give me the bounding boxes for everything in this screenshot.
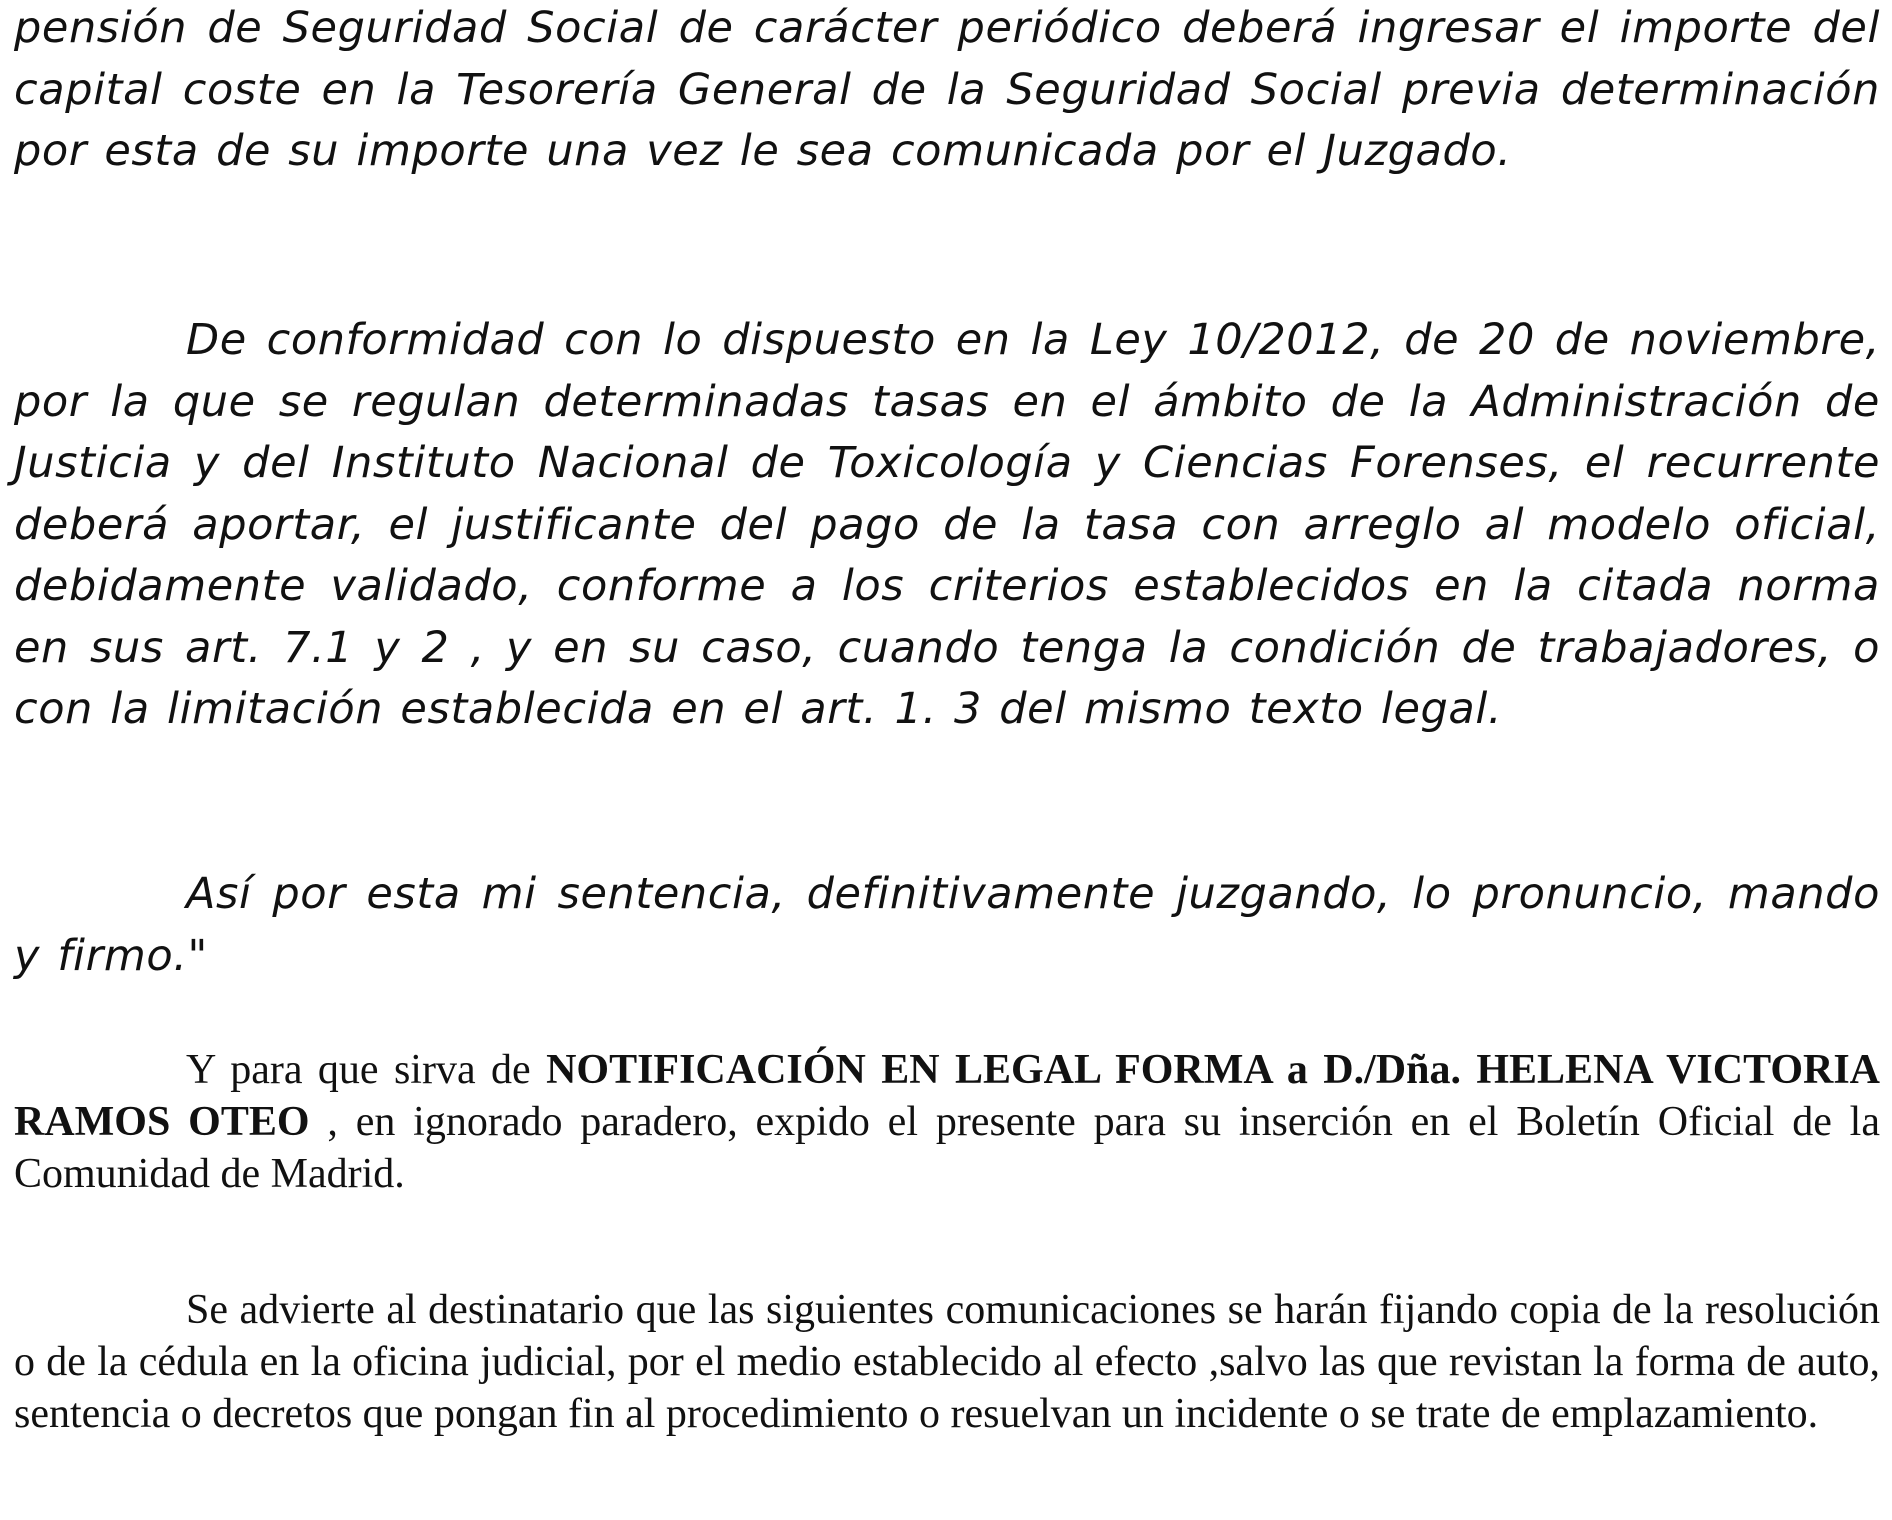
notificacion-rest-text: , en ignorado paradero, expido el presente para su inserción en el Boletín Oficial de la Comunidad de Madrid. — [14, 1099, 1880, 1197]
paragraph-pension-capital-coste: pensión de Seguridad Social de carácter periódico deberá ingresar el importe del capital coste en la Tesorería General de la Seguridad Social previa determinación por esta de su importe una vez le sea comunicada por el Juzgado. — [14, 3, 1880, 176]
notificacion-lead-text: Y para que sirva de — [186, 1047, 547, 1093]
paragraph-ley-tasas: De conformidad con lo dispuesto en la Ley 10/2012, de 20 de noviembre, por la que se regulan determinadas tasas en el ámbito de la Administración de Justicia y del Instituto Nacional de Toxicología y Ciencias Forenses, el recurrente deberá aportar, el justificante del pago de la tasa con arreglo al modelo oficial, debidamente validado, conforme a los criterios establecidos en la citada norma en sus art. 7.1 y 2 , y en su caso, cuando tenga la condición de trabajadores, o con la limitación establecida en el art. 1. 3 del mismo texto legal. — [14, 315, 1880, 734]
paragraph-advertencia: Se advierte al destinatario que las siguientes comunicaciones se harán fijando copia de la resolución o de la cédula en la oficina judicial, por el medio establecido al efecto ,salvo las que revistan la forma de auto, sentencia o decretos que pongan fin al procedimiento o resuelvan un incidente o se trate de emplazamiento. — [14, 1287, 1880, 1437]
paragraph-notificacion — [14, 1044, 1880, 1200]
notificacion-bold-recipient: NOTIFICACIÓN EN LEGAL FORMA a D./Dña. HELENA VICTORIA RAMOS OTEO — [14, 1047, 1881, 1145]
paragraph-sentencia-firma: Así por esta mi sentencia, definitivamente juzgando, lo pronuncio, mando y firmo." — [14, 869, 1880, 981]
